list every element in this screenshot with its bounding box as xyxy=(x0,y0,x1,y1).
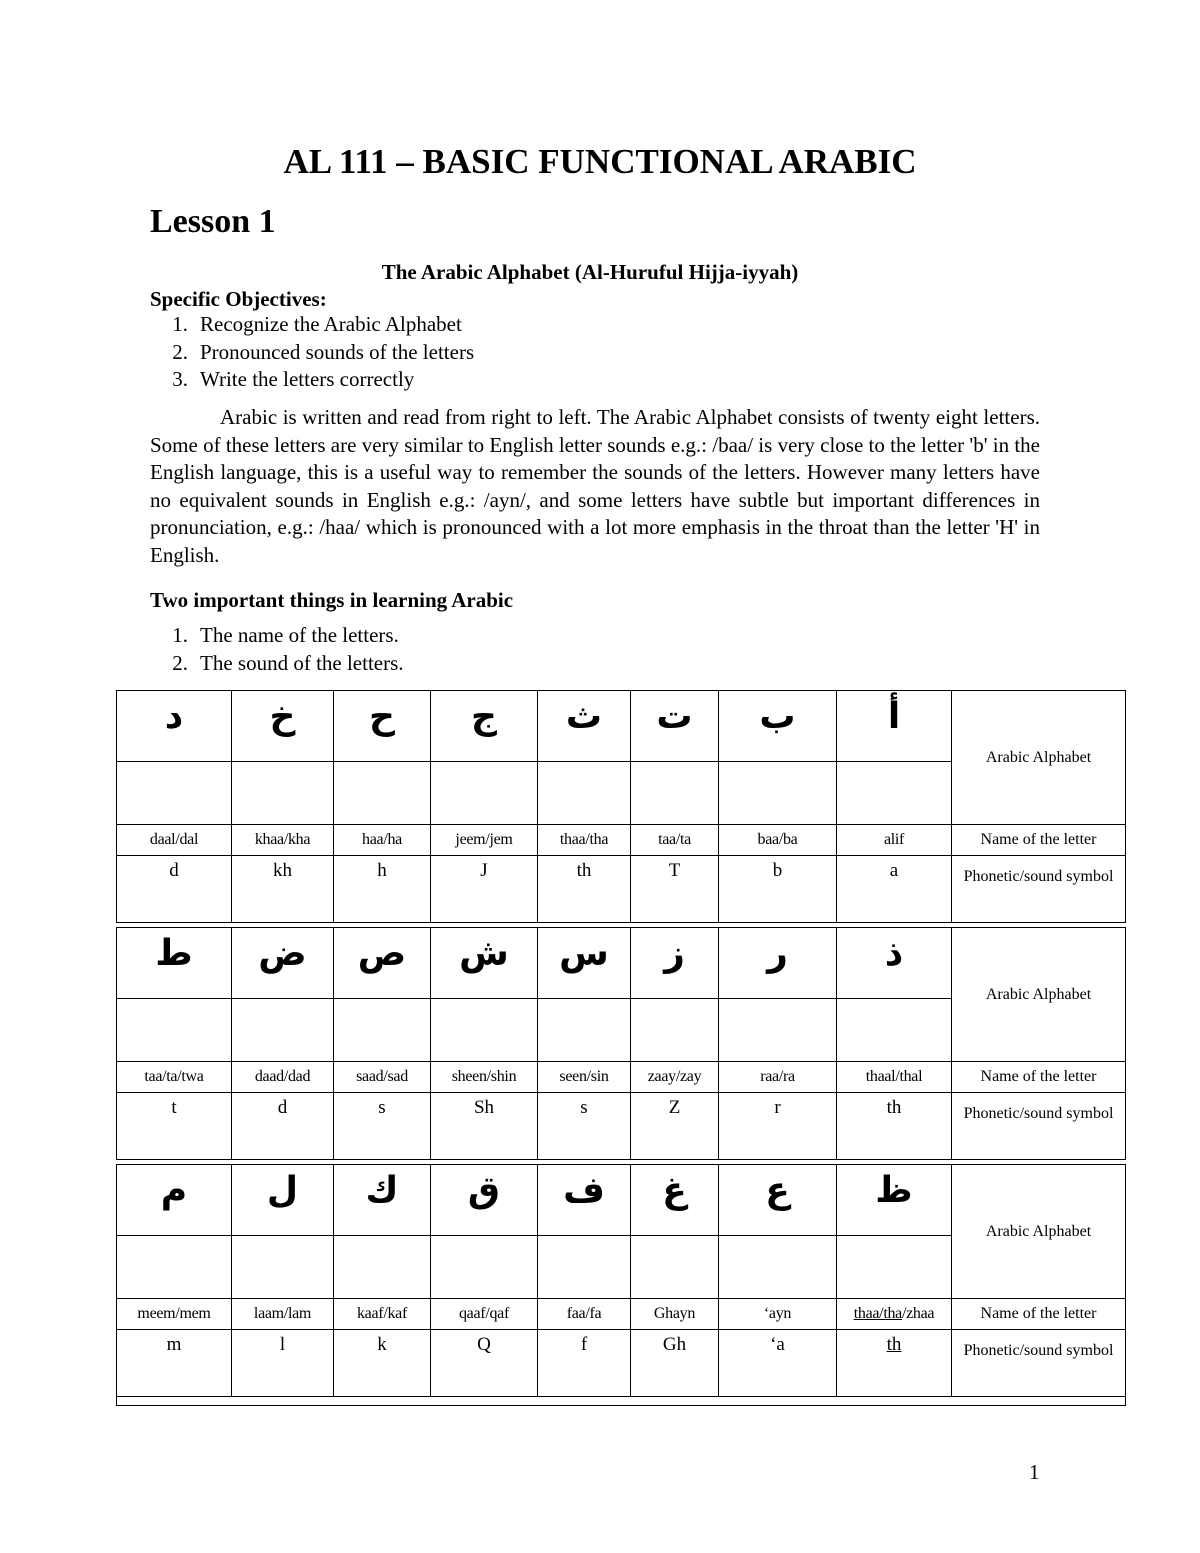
alphabet-label: Arabic Alphabet xyxy=(952,928,1126,1062)
phonetic-symbol: d xyxy=(232,1093,334,1160)
letter-name: meem/mem xyxy=(117,1299,232,1330)
writing-cell xyxy=(334,762,431,825)
letter-name: haa/ha xyxy=(334,825,431,856)
table-row xyxy=(117,691,1126,762)
letter-name: zaay/zay xyxy=(631,1062,719,1093)
writing-cell xyxy=(232,762,334,825)
document-title: AL 111 – BASIC FUNCTIONAL ARABIC xyxy=(283,142,917,181)
phonetic-symbol: s xyxy=(334,1093,431,1160)
arabic-letter: ز xyxy=(631,928,719,999)
arabic-letter: د xyxy=(117,691,232,762)
writing-cell xyxy=(232,1236,334,1299)
phonetic-symbol: d xyxy=(117,856,232,923)
letter-name: alif xyxy=(837,825,952,856)
table-row xyxy=(117,856,1126,923)
letter-name: daad/dad xyxy=(232,1062,334,1093)
phonetic-symbol: Z xyxy=(631,1093,719,1160)
letter-name: jeem/jem xyxy=(431,825,538,856)
phonetic-symbol: l xyxy=(232,1330,334,1397)
arabic-letter: ج xyxy=(431,691,538,762)
letter-name: qaaf/qaf xyxy=(431,1299,538,1330)
letter-name: thaal/thal xyxy=(837,1062,952,1093)
letter-name: baa/ba xyxy=(719,825,837,856)
writing-cell xyxy=(538,999,631,1062)
phonetic-label: Phonetic/sound symbol xyxy=(952,1093,1126,1160)
list-item: 1. Recognize the Arabic Alphabet xyxy=(172,312,462,336)
arabic-letter: ذ xyxy=(837,928,952,999)
phonetic-symbol: f xyxy=(538,1330,631,1397)
lesson-heading: Lesson 1 xyxy=(150,203,276,240)
letter-name: sheen/shin xyxy=(431,1062,538,1093)
alphabet-label: Arabic Alphabet xyxy=(952,691,1126,825)
phonetic-symbol: th xyxy=(837,1093,952,1160)
alphabet-table xyxy=(116,690,1126,1406)
letter-name: ‘ayn xyxy=(719,1299,837,1330)
table-row xyxy=(117,1062,1126,1093)
phonetic-symbol: a xyxy=(837,856,952,923)
letter-name: thaa/tha xyxy=(538,825,631,856)
phonetic-symbol: ‘a xyxy=(719,1330,837,1397)
writing-cell xyxy=(431,762,538,825)
arabic-letter: ص xyxy=(334,928,431,999)
arabic-letter: ظ xyxy=(837,1165,952,1236)
writing-cell xyxy=(334,999,431,1062)
arabic-letter: ع xyxy=(719,1165,837,1236)
arabic-letter: م xyxy=(117,1165,232,1236)
arabic-letter: ف xyxy=(538,1165,631,1236)
writing-cell xyxy=(631,1236,719,1299)
letter-name: Ghayn xyxy=(631,1299,719,1330)
important-heading: Two important things in learning Arabic xyxy=(150,588,514,612)
arabic-letter: خ xyxy=(232,691,334,762)
letter-name: kaaf/kaf xyxy=(334,1299,431,1330)
list-item: 2. Pronounced sounds of the letters xyxy=(172,339,475,364)
arabic-letter: ق xyxy=(431,1165,538,1236)
table-row xyxy=(117,1165,1126,1236)
letter-name: faa/fa xyxy=(538,1299,631,1330)
writing-cell xyxy=(719,1236,837,1299)
phonetic-symbol: th xyxy=(837,1330,952,1397)
arabic-letter: س xyxy=(538,928,631,999)
arabic-letter: أ xyxy=(837,691,952,762)
list-item: 1. The name of the letters. xyxy=(172,623,399,647)
arabic-letter: ح xyxy=(334,691,431,762)
writing-cell xyxy=(837,999,952,1062)
writing-cell xyxy=(631,762,719,825)
name-label: Name of the letter xyxy=(952,1299,1126,1330)
writing-cell xyxy=(837,762,952,825)
arabic-letter: ل xyxy=(232,1165,334,1236)
letter-name: taa/ta/twa xyxy=(117,1062,232,1093)
arabic-letter: ط xyxy=(117,928,232,999)
writing-cell xyxy=(719,999,837,1062)
table-row xyxy=(117,1093,1126,1160)
letter-name: thaa/tha/zhaa xyxy=(837,1299,952,1330)
phonetic-symbol: Sh xyxy=(431,1093,538,1160)
phonetic-symbol: t xyxy=(117,1093,232,1160)
phonetic-symbol: T xyxy=(631,856,719,923)
writing-cell xyxy=(117,999,232,1062)
writing-cell xyxy=(837,1236,952,1299)
page-number: 1 xyxy=(1029,1460,1040,1484)
writing-cell xyxy=(232,999,334,1062)
phonetic-symbol: Q xyxy=(431,1330,538,1397)
table-row xyxy=(117,825,1126,856)
arabic-letter: ش xyxy=(431,928,538,999)
phonetic-symbol: k xyxy=(334,1330,431,1397)
phonetic-symbol: J xyxy=(431,856,538,923)
phonetic-symbol: Gh xyxy=(631,1330,719,1397)
table-row xyxy=(117,928,1126,999)
table-row xyxy=(117,1330,1126,1397)
phonetic-symbol: r xyxy=(719,1093,837,1160)
name-label: Name of the letter xyxy=(952,1062,1126,1093)
writing-cell xyxy=(431,1236,538,1299)
arabic-letter: ض xyxy=(232,928,334,999)
table-row xyxy=(117,1299,1126,1330)
arabic-letter: ت xyxy=(631,691,719,762)
arabic-letter: ك xyxy=(334,1165,431,1236)
writing-cell xyxy=(538,762,631,825)
arabic-letter: ب xyxy=(719,691,837,762)
phonetic-label: Phonetic/sound symbol xyxy=(952,856,1126,923)
phonetic-label: Phonetic/sound symbol xyxy=(952,1330,1126,1397)
writing-cell xyxy=(719,762,837,825)
arabic-letter: ث xyxy=(538,691,631,762)
arabic-letter: ر xyxy=(719,928,837,999)
phonetic-symbol: kh xyxy=(232,856,334,923)
writing-cell xyxy=(538,1236,631,1299)
phonetic-symbol: b xyxy=(719,856,837,923)
objectives-list xyxy=(150,311,474,394)
letter-name: seen/sin xyxy=(538,1062,631,1093)
name-label: Name of the letter xyxy=(952,825,1126,856)
writing-cell xyxy=(431,999,538,1062)
important-list xyxy=(150,622,404,677)
letter-name: saad/sad xyxy=(334,1062,431,1093)
writing-cell xyxy=(117,762,232,825)
list-item: 2. The sound of the letters. xyxy=(172,650,404,675)
writing-cell xyxy=(117,1236,232,1299)
arabic-letter: غ xyxy=(631,1165,719,1236)
letter-name: daal/dal xyxy=(117,825,232,856)
writing-cell xyxy=(631,999,719,1062)
phonetic-symbol: h xyxy=(334,856,431,923)
phonetic-symbol: m xyxy=(117,1330,232,1397)
intro-paragraph: Arabic is written and read from right to left. The Arabic Alphabet consists of twenty eight letters. Some of these letters are very similar to English letter sounds e.g.: /baa/ is very close to the letter 'b' in the English language, this is a useful way to remember the sounds of the letters. However many letters have no equivalent sounds in English e.g.: /ayn/, and some letters have subtle but important differences in pronunciation, e.g.: /haa/ which is pronounced with a lot more emphasis in the throat than the letter 'H' in English. xyxy=(150,405,1040,567)
writing-cell xyxy=(334,1236,431,1299)
letter-name: khaa/kha xyxy=(232,825,334,856)
objectives-heading: Specific Objectives: xyxy=(150,287,327,311)
lesson-subtitle: The Arabic Alphabet (Al-Huruful Hijja-iyyah) xyxy=(381,260,799,284)
letter-name: laam/lam xyxy=(232,1299,334,1330)
list-item: 3. Write the letters correctly xyxy=(172,367,415,391)
letter-name: taa/ta xyxy=(631,825,719,856)
letter-name: raa/ra xyxy=(719,1062,837,1093)
phonetic-symbol: s xyxy=(538,1093,631,1160)
phonetic-symbol: th xyxy=(538,856,631,923)
alphabet-label: Arabic Alphabet xyxy=(952,1165,1126,1299)
table-separator xyxy=(117,1397,1126,1406)
